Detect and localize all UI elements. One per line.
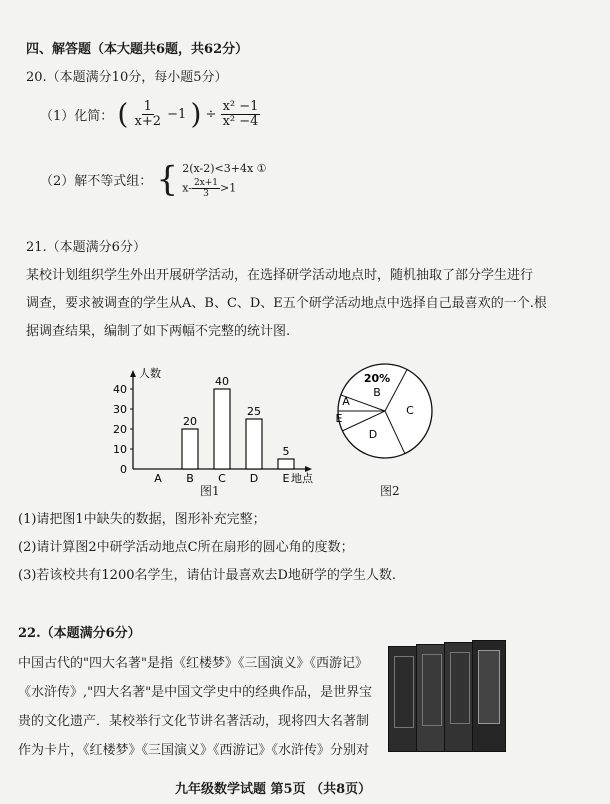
right-paren: ) bbox=[190, 97, 202, 131]
data-label-D: 25 bbox=[247, 405, 261, 418]
section-heading: 四、解答题（本大题共6题，共62分） bbox=[26, 42, 249, 57]
pie-label-A: A bbox=[342, 395, 350, 408]
q21-subquestion-2: (2)请计算图2中研学活动地点C所在扇形的圆心角的度数； bbox=[18, 540, 354, 555]
book-label-1 bbox=[394, 656, 414, 728]
q20-title: 20.（本题满分10分，每小题5分） bbox=[26, 70, 228, 85]
q22-line4: 作为卡片，《红楼梦》《三国演义》《西游记》《水浒传》分别对 bbox=[18, 743, 370, 758]
q21-title: 21.（本题满分6分） bbox=[26, 240, 146, 255]
pie-label-C: C bbox=[406, 404, 414, 417]
inequality-2-suffix: >1 bbox=[220, 181, 237, 195]
data-label-E: 5 bbox=[282, 445, 290, 458]
figure1-caption: 图1 bbox=[200, 484, 220, 498]
minus-one: −1 bbox=[167, 107, 187, 122]
data-label-C: 40 bbox=[215, 375, 229, 388]
q20-part2 bbox=[40, 160, 267, 199]
inequality-2-numerator: 2x+1 bbox=[193, 178, 219, 188]
figure2-caption: 图2 bbox=[380, 484, 400, 498]
q21-para-line1: 某校计划组织学生外出开展研学活动，在选择研学活动地点时，随机抽取了部分学生进行 bbox=[26, 268, 534, 283]
q21-para-line3: 据调查结果，编制了如下两幅不完整的统计图. bbox=[26, 324, 291, 339]
pie-chart-figure2 bbox=[330, 356, 440, 466]
bar-chart-figure1 bbox=[100, 336, 340, 486]
y-tick-label: 20 bbox=[113, 423, 127, 436]
inequality-2 bbox=[182, 178, 266, 199]
fraction-b bbox=[221, 100, 261, 129]
left-paren: ( bbox=[117, 97, 129, 131]
fraction-a bbox=[133, 100, 164, 129]
inequality-system bbox=[182, 160, 266, 199]
fraction-a-numerator: 1 bbox=[143, 99, 152, 114]
x-tick-label-C: C bbox=[218, 472, 226, 485]
y-tick-label: 30 bbox=[113, 403, 127, 416]
q22-line3: 贵的文化遗产．某校举行文化节讲名著活动，现将四大名著制 bbox=[18, 714, 370, 729]
q21-subquestion-1: (1)请把图1中缺失的数据，图形补充完整； bbox=[18, 512, 266, 527]
inequality-1: 2(x-2)<3+4x ① bbox=[182, 162, 267, 175]
page-footer: 九年级数学试题 第5页 （共8页） bbox=[175, 782, 372, 797]
bar-C bbox=[214, 389, 230, 469]
left-brace: { bbox=[156, 159, 179, 200]
x-tick-label-B: B bbox=[186, 472, 194, 485]
bar-D bbox=[246, 419, 262, 469]
y-tick-label: 40 bbox=[113, 383, 127, 396]
book-label-3 bbox=[450, 652, 470, 724]
q22-title: 22.（本题满分6分） bbox=[18, 626, 141, 641]
pie-annotation-B: 20% bbox=[363, 372, 391, 385]
x-tick-label-A: A bbox=[154, 472, 162, 485]
q20-part2-label: （2）解不等式组： bbox=[40, 174, 153, 189]
q21-subquestion-3: (3)若该校共有1200名学生，请估计最喜欢去D地研学的学生人数. bbox=[18, 568, 397, 583]
q20-part1-label: （1）化简： bbox=[40, 109, 114, 124]
q21-para-line2: 调查，要求被调查的学生从A、B、C、D、E五个研学活动地点中选择自己最喜欢的一个.根 bbox=[26, 296, 547, 311]
x-axis-label: 地点 bbox=[291, 472, 313, 485]
inequality-2-fraction bbox=[192, 178, 220, 199]
q22-line2: 《水浒传》,"四大名著"是中国文学史中的经典作品，是世界宝 bbox=[18, 685, 373, 700]
y-tick-label: 10 bbox=[113, 443, 127, 456]
y-axis-label: 人数 bbox=[139, 367, 161, 380]
four-classics-books-image bbox=[388, 640, 506, 752]
pie-label-B: B bbox=[373, 386, 381, 399]
data-label-B: 20 bbox=[183, 415, 197, 428]
q22-line1: 中国古代的"四大名著"是指《红楼梦》《三国演义》《西游记》 bbox=[18, 656, 368, 671]
divide-sign: ÷ bbox=[205, 107, 217, 122]
bar-E bbox=[278, 459, 294, 469]
fraction-b-denominator: x² −4 bbox=[222, 114, 259, 129]
x-tick-label-D: D bbox=[249, 472, 259, 485]
inequality-2-denominator: 3 bbox=[203, 189, 209, 199]
book-label-4 bbox=[478, 650, 500, 724]
inequality-2-prefix: x- bbox=[182, 181, 192, 195]
pie-label-E: E bbox=[335, 412, 343, 425]
x-tick-label-E: E bbox=[282, 472, 290, 485]
bar-B bbox=[182, 429, 198, 469]
y-axis-arrow bbox=[130, 370, 136, 377]
q20-part1 bbox=[40, 97, 260, 131]
pie-label-D: D bbox=[368, 428, 378, 441]
fraction-b-numerator: x² −1 bbox=[222, 99, 259, 114]
book-label-2 bbox=[422, 654, 442, 726]
fraction-a-denominator: x+2 bbox=[134, 114, 161, 129]
y-tick-label: 0 bbox=[120, 463, 127, 476]
